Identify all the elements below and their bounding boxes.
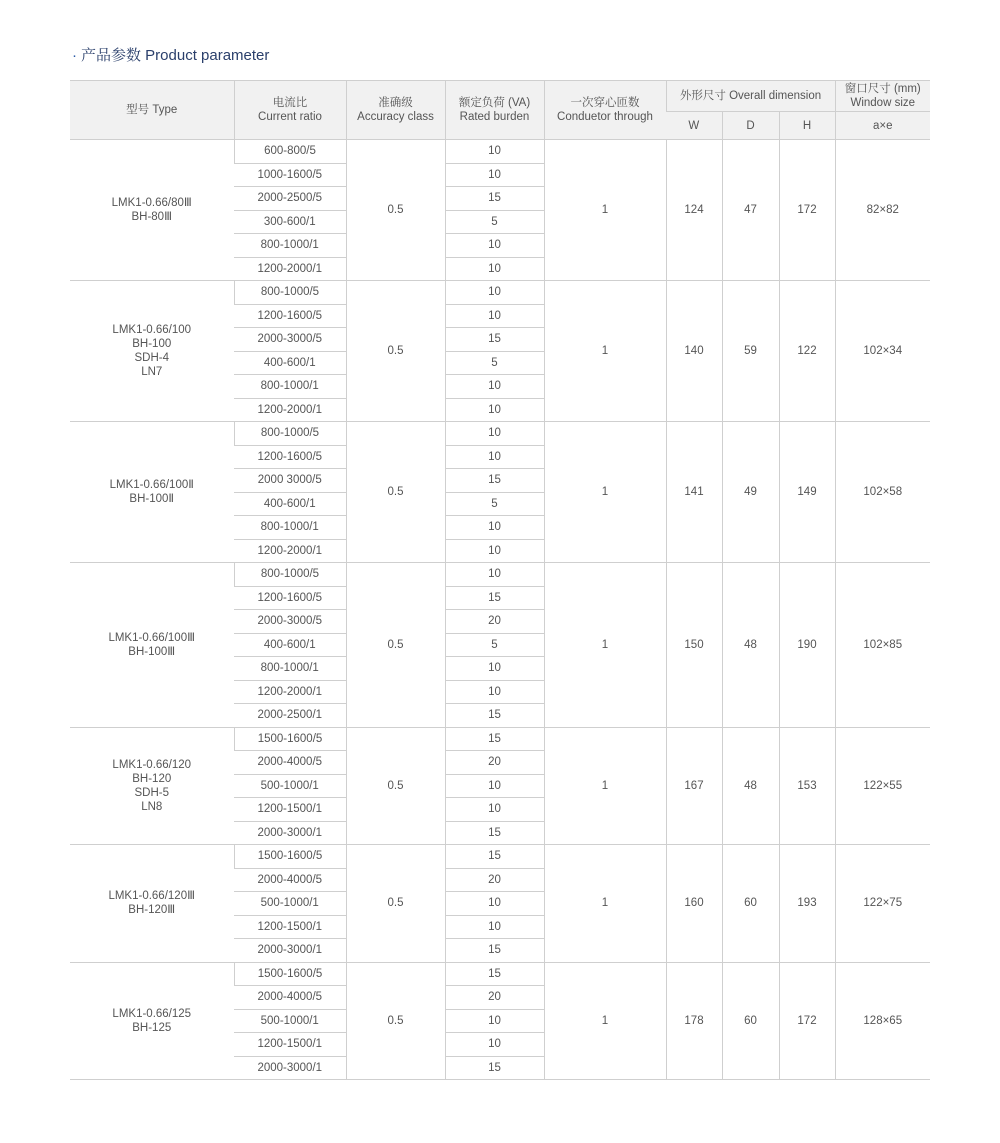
rated-burden-cell: 10 bbox=[445, 680, 544, 704]
rated-burden-cell: 10 bbox=[445, 257, 544, 281]
rated-burden-cell: 20 bbox=[445, 751, 544, 775]
model-cell bbox=[70, 962, 234, 1080]
model-cell bbox=[70, 422, 234, 563]
rated-burden-cell: 5 bbox=[445, 351, 544, 375]
model-cell bbox=[70, 845, 234, 963]
current-ratio-cell: 800-1000/1 bbox=[234, 657, 346, 681]
rated-burden-cell: 10 bbox=[445, 657, 544, 681]
current-ratio-cell: 2000-2500/5 bbox=[234, 187, 346, 211]
model-name-line: SDH-4 bbox=[134, 352, 169, 364]
current-ratio-cell: 1500-1600/5 bbox=[234, 962, 346, 986]
conductor-turns-cell: 1 bbox=[544, 727, 666, 845]
conductor-turns-cell: 1 bbox=[544, 422, 666, 563]
current-ratio-cell: 300-600/1 bbox=[234, 210, 346, 234]
header-d: D bbox=[722, 112, 779, 140]
current-ratio-cell: 400-600/1 bbox=[234, 633, 346, 657]
table-row bbox=[70, 845, 930, 869]
model-name-line: BH-100Ⅱ bbox=[129, 493, 175, 505]
section-heading bbox=[72, 44, 269, 65]
table-row bbox=[70, 727, 930, 751]
dimension-w-cell: 160 bbox=[666, 845, 722, 963]
header-axe: a×e bbox=[835, 112, 930, 140]
dimension-d-cell: 47 bbox=[722, 140, 779, 281]
accuracy-class-cell: 0.5 bbox=[346, 845, 445, 963]
current-ratio-cell: 2000-3000/1 bbox=[234, 821, 346, 845]
dimension-h-cell: 193 bbox=[779, 845, 835, 963]
header-window-size: 窗口尺寸 (mm) Window size bbox=[835, 81, 930, 112]
current-ratio-cell: 600-800/5 bbox=[234, 140, 346, 164]
rated-burden-cell: 10 bbox=[445, 915, 544, 939]
rated-burden-cell: 20 bbox=[445, 868, 544, 892]
dimension-h-cell: 190 bbox=[779, 563, 835, 728]
model-name-line: BH-125 bbox=[132, 1021, 172, 1034]
rated-burden-cell: 15 bbox=[445, 328, 544, 352]
model-name-line: BH-100Ⅲ bbox=[128, 645, 176, 658]
model-name-line: BH-80Ⅲ bbox=[131, 211, 173, 223]
conductor-turns-cell: 1 bbox=[544, 281, 666, 422]
rated-burden-cell: 15 bbox=[445, 586, 544, 610]
table-body bbox=[70, 140, 930, 1080]
current-ratio-cell: 2000-2500/1 bbox=[234, 704, 346, 728]
current-ratio-cell: 1200-2000/1 bbox=[234, 257, 346, 281]
rated-burden-cell: 10 bbox=[445, 563, 544, 587]
model-name-line: LMK1-0.66/80Ⅲ bbox=[111, 197, 192, 209]
current-ratio-cell: 1200-1600/5 bbox=[234, 586, 346, 610]
current-ratio-cell: 1200-2000/1 bbox=[234, 539, 346, 563]
rated-burden-cell: 10 bbox=[445, 398, 544, 422]
dimension-w-cell: 167 bbox=[666, 727, 722, 845]
model-name-line: LMK1-0.66/100Ⅲ bbox=[108, 631, 196, 644]
rated-burden-cell: 5 bbox=[445, 633, 544, 657]
dimension-w-cell: 124 bbox=[666, 140, 722, 281]
rated-burden-cell: 15 bbox=[445, 187, 544, 211]
rated-burden-cell: 10 bbox=[445, 774, 544, 798]
model-name-line: LMK1-0.66/120Ⅲ bbox=[108, 890, 196, 903]
current-ratio-cell: 400-600/1 bbox=[234, 351, 346, 375]
accuracy-class-cell: 0.5 bbox=[346, 140, 445, 281]
current-ratio-cell: 800-1000/5 bbox=[234, 563, 346, 587]
rated-burden-cell: 10 bbox=[445, 163, 544, 187]
dimension-d-cell: 48 bbox=[722, 563, 779, 728]
accuracy-class-cell: 0.5 bbox=[346, 281, 445, 422]
conductor-turns-cell: 1 bbox=[544, 140, 666, 281]
dimension-w-cell: 178 bbox=[666, 962, 722, 1080]
conductor-turns-cell: 1 bbox=[544, 845, 666, 963]
current-ratio-cell: 1200-1500/1 bbox=[234, 798, 346, 822]
rated-burden-cell: 15 bbox=[445, 727, 544, 751]
rated-burden-cell: 20 bbox=[445, 610, 544, 634]
current-ratio-cell: 2000-4000/5 bbox=[234, 868, 346, 892]
accuracy-class-cell: 0.5 bbox=[346, 422, 445, 563]
current-ratio-cell: 500-1000/1 bbox=[234, 774, 346, 798]
dimension-w-cell: 150 bbox=[666, 563, 722, 728]
rated-burden-cell: 15 bbox=[445, 939, 544, 963]
table-row bbox=[70, 422, 930, 446]
model-name-line: BH-120 bbox=[132, 772, 172, 785]
current-ratio-cell: 1500-1600/5 bbox=[234, 845, 346, 869]
model-cell bbox=[70, 563, 234, 728]
header-rated-burden: 额定负荷 (VA) Rated burden bbox=[445, 81, 544, 140]
dimension-d-cell: 49 bbox=[722, 422, 779, 563]
rated-burden-cell: 10 bbox=[445, 539, 544, 563]
accuracy-class-cell: 0.5 bbox=[346, 563, 445, 728]
accuracy-class-cell: 0.5 bbox=[346, 962, 445, 1080]
rated-burden-cell: 15 bbox=[445, 845, 544, 869]
window-size-cell: 102×34 bbox=[835, 281, 930, 422]
current-ratio-cell: 2000-4000/5 bbox=[234, 986, 346, 1010]
current-ratio-cell: 1200-1600/5 bbox=[234, 304, 346, 328]
current-ratio-cell: 2000-3000/5 bbox=[234, 610, 346, 634]
window-size-cell: 102×85 bbox=[835, 563, 930, 728]
table-row bbox=[70, 563, 930, 587]
dimension-d-cell: 48 bbox=[722, 727, 779, 845]
model-name-line: LMK1-0.66/120 bbox=[112, 758, 192, 771]
current-ratio-cell: 400-600/1 bbox=[234, 492, 346, 516]
table-header bbox=[70, 81, 930, 140]
table-row bbox=[70, 962, 930, 986]
current-ratio-cell: 1200-1500/1 bbox=[234, 1033, 346, 1057]
rated-burden-cell: 5 bbox=[445, 210, 544, 234]
header-w: W bbox=[666, 112, 722, 140]
dimension-h-cell: 172 bbox=[779, 962, 835, 1080]
dimension-d-cell: 60 bbox=[722, 962, 779, 1080]
rated-burden-cell: 10 bbox=[445, 1009, 544, 1033]
model-name-line: BH-120Ⅲ bbox=[128, 904, 176, 917]
model-name-line: LN8 bbox=[141, 800, 163, 813]
window-size-cell: 82×82 bbox=[835, 140, 930, 281]
current-ratio-cell: 1000-1600/5 bbox=[234, 163, 346, 187]
current-ratio-cell: 2000 3000/5 bbox=[234, 469, 346, 493]
conductor-turns-cell: 1 bbox=[544, 962, 666, 1080]
header-accuracy-class: 准确级 Accuracy class bbox=[346, 81, 445, 140]
current-ratio-cell: 800-1000/1 bbox=[234, 375, 346, 399]
rated-burden-cell: 10 bbox=[445, 304, 544, 328]
rated-burden-cell: 10 bbox=[445, 892, 544, 916]
dimension-h-cell: 153 bbox=[779, 727, 835, 845]
rated-burden-cell: 10 bbox=[445, 234, 544, 258]
window-size-cell: 128×65 bbox=[835, 962, 930, 1080]
conductor-turns-cell: 1 bbox=[544, 563, 666, 728]
model-cell bbox=[70, 281, 234, 422]
rated-burden-cell: 10 bbox=[445, 140, 544, 164]
model-name-line: LMK1-0.66/125 bbox=[112, 1007, 192, 1020]
header-conductor-through: 一次穿心匝数 Conduetor through bbox=[544, 81, 666, 140]
current-ratio-cell: 800-1000/5 bbox=[234, 422, 346, 446]
rated-burden-cell: 10 bbox=[445, 375, 544, 399]
rated-burden-cell: 10 bbox=[445, 798, 544, 822]
dimension-d-cell: 60 bbox=[722, 845, 779, 963]
current-ratio-cell: 1200-2000/1 bbox=[234, 680, 346, 704]
current-ratio-cell: 1200-1600/5 bbox=[234, 445, 346, 469]
rated-burden-cell: 20 bbox=[445, 986, 544, 1010]
model-name-line: LMK1-0.66/100 bbox=[112, 324, 192, 336]
current-ratio-cell: 500-1000/1 bbox=[234, 1009, 346, 1033]
accuracy-class-cell: 0.5 bbox=[346, 727, 445, 845]
current-ratio-cell: 1200-1500/1 bbox=[234, 915, 346, 939]
product-parameter-table bbox=[70, 80, 930, 1080]
current-ratio-cell: 2000-4000/5 bbox=[234, 751, 346, 775]
rated-burden-cell: 15 bbox=[445, 1056, 544, 1080]
header-current-ratio: 电流比 Current ratio bbox=[234, 81, 346, 140]
window-size-cell: 102×58 bbox=[835, 422, 930, 563]
rated-burden-cell: 10 bbox=[445, 445, 544, 469]
header-overall-dimension: 外形尺寸 Overall dimension bbox=[666, 81, 835, 112]
rated-burden-cell: 10 bbox=[445, 422, 544, 446]
rated-burden-cell: 10 bbox=[445, 281, 544, 305]
model-name-line: BH-100 bbox=[132, 338, 172, 350]
window-size-cell: 122×55 bbox=[835, 727, 930, 845]
current-ratio-cell: 800-1000/5 bbox=[234, 281, 346, 305]
dimension-d-cell: 59 bbox=[722, 281, 779, 422]
rated-burden-cell: 5 bbox=[445, 492, 544, 516]
table-row bbox=[70, 281, 930, 305]
window-size-cell: 122×75 bbox=[835, 845, 930, 963]
model-name-line: LN7 bbox=[141, 366, 163, 378]
model-name-line: LMK1-0.66/100Ⅱ bbox=[109, 479, 194, 491]
table-row bbox=[70, 140, 930, 164]
current-ratio-cell: 800-1000/1 bbox=[234, 516, 346, 540]
header-h: H bbox=[779, 112, 835, 140]
dimension-w-cell: 141 bbox=[666, 422, 722, 563]
heading-title: 产品参数 Product parameter bbox=[81, 47, 270, 64]
rated-burden-cell: 10 bbox=[445, 516, 544, 540]
rated-burden-cell: 10 bbox=[445, 1033, 544, 1057]
current-ratio-cell: 2000-3000/5 bbox=[234, 328, 346, 352]
current-ratio-cell: 1500-1600/5 bbox=[234, 727, 346, 751]
rated-burden-cell: 15 bbox=[445, 704, 544, 728]
rated-burden-cell: 15 bbox=[445, 469, 544, 493]
heading-bullet: · bbox=[72, 47, 77, 64]
dimension-h-cell: 122 bbox=[779, 281, 835, 422]
rated-burden-cell: 15 bbox=[445, 821, 544, 845]
model-cell bbox=[70, 727, 234, 845]
model-cell bbox=[70, 140, 234, 281]
dimension-h-cell: 149 bbox=[779, 422, 835, 563]
header-type: 型号 Type bbox=[70, 81, 234, 140]
dimension-w-cell: 140 bbox=[666, 281, 722, 422]
current-ratio-cell: 1200-2000/1 bbox=[234, 398, 346, 422]
current-ratio-cell: 500-1000/1 bbox=[234, 892, 346, 916]
rated-burden-cell: 15 bbox=[445, 962, 544, 986]
current-ratio-cell: 2000-3000/1 bbox=[234, 1056, 346, 1080]
current-ratio-cell: 2000-3000/1 bbox=[234, 939, 346, 963]
current-ratio-cell: 800-1000/1 bbox=[234, 234, 346, 258]
model-name-line: SDH-5 bbox=[134, 786, 169, 799]
dimension-h-cell: 172 bbox=[779, 140, 835, 281]
